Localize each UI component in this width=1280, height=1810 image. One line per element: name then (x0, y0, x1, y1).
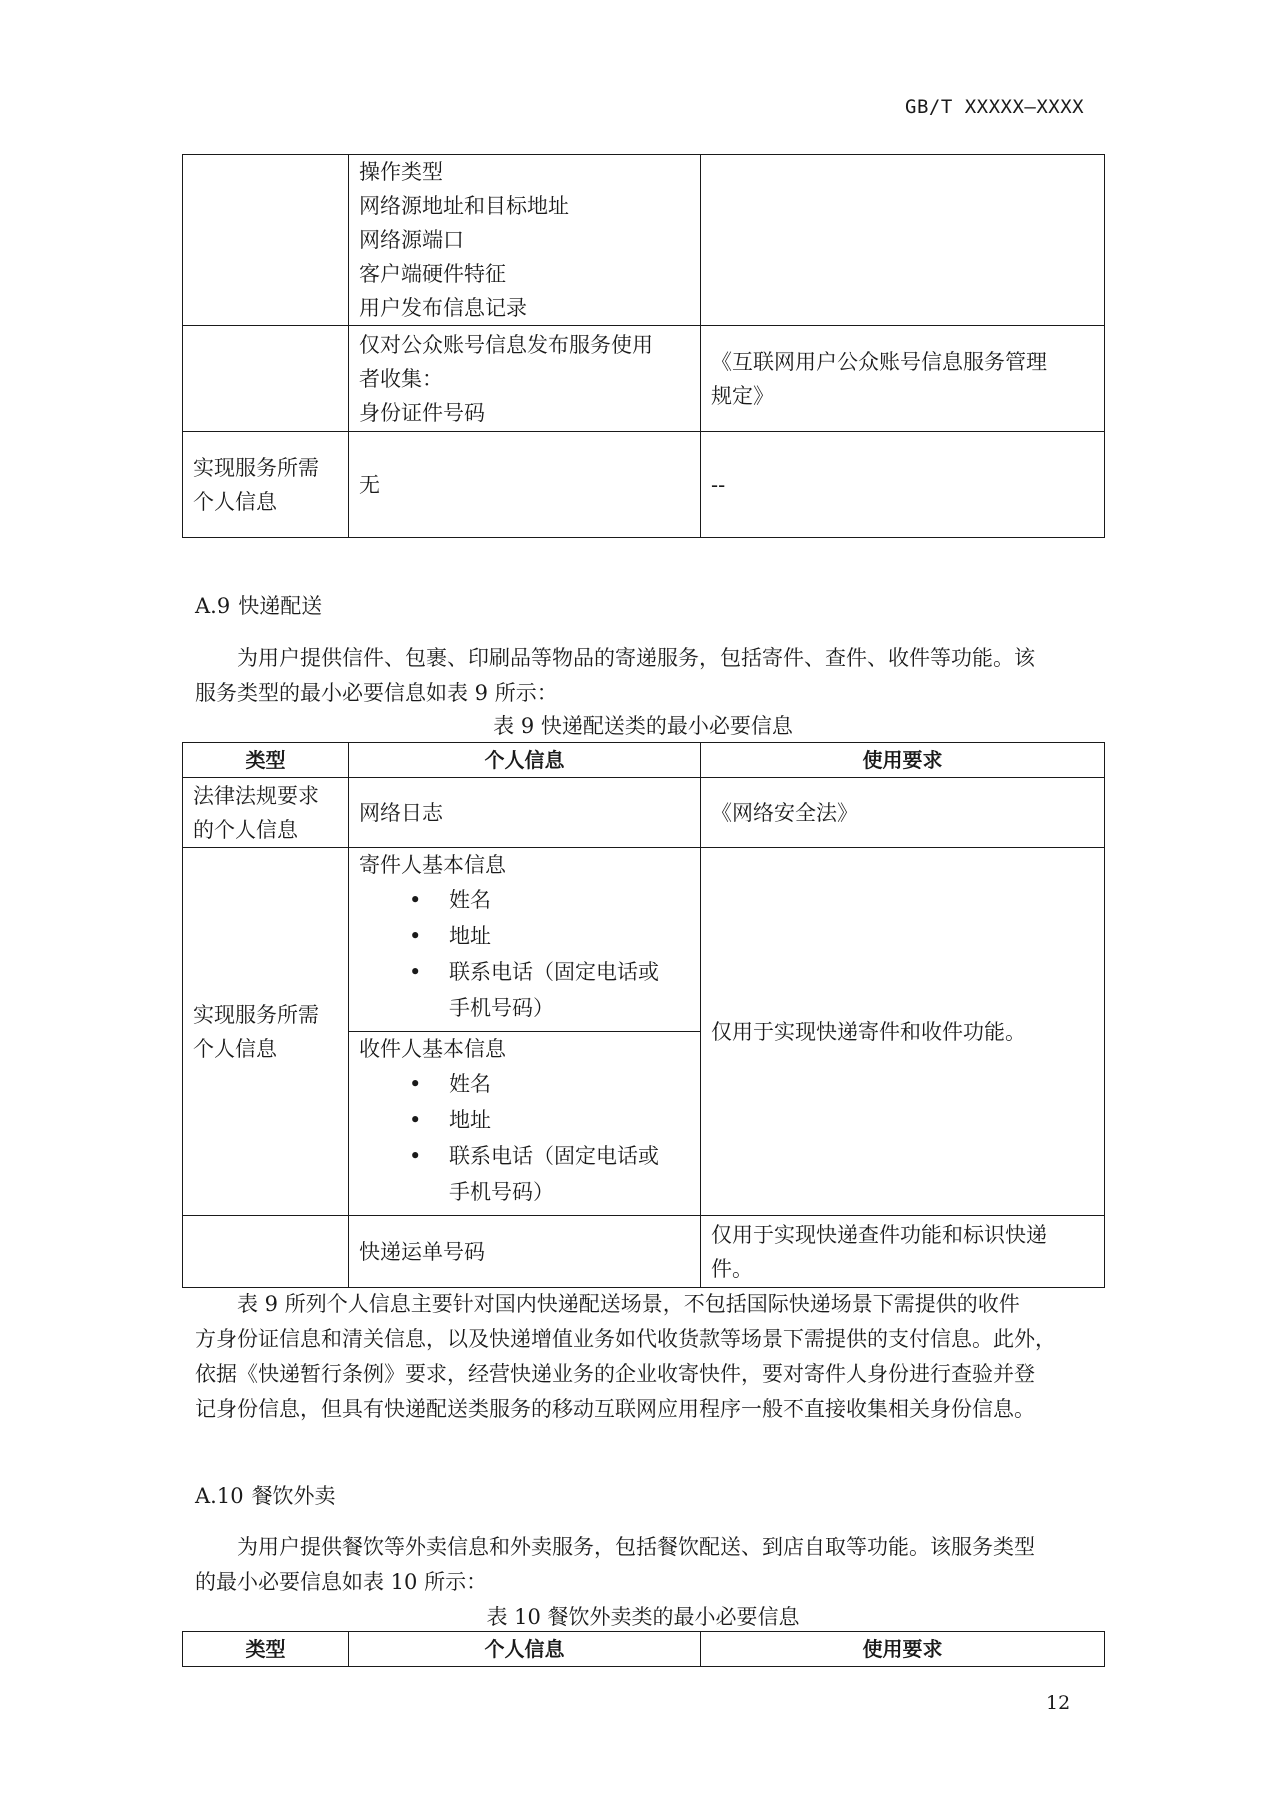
list-item: 操作类型 (359, 160, 443, 184)
cell-items (349, 326, 701, 432)
column-header: 个人信息 (349, 1632, 701, 1667)
text-line: 仅对公众账号信息发布服务使用 (359, 332, 653, 357)
text-line: 实现服务所需 (193, 455, 319, 480)
text-line: 表 9 所列个人信息主要针对国内快递配送场景，不包括国际快递场景下需提供的收件 (237, 1292, 1020, 1316)
text-line: 个人信息 (193, 1036, 277, 1061)
column-header: 类型 (183, 743, 349, 778)
list-item: 客户端硬件特征 (359, 262, 506, 286)
text-line: 实现服务所需 (193, 1002, 319, 1027)
cell-requirement (701, 155, 1105, 326)
table-row (183, 1216, 1105, 1288)
text-line: 件。 (711, 1256, 753, 1281)
text-line: 的最小必要信息如表 10 所示： (195, 1570, 488, 1594)
cell-requirement: -- (701, 432, 1105, 538)
table-row (183, 155, 1105, 326)
cell-requirement: 仅用于实现快递寄件和收件功能。 (701, 848, 1105, 1216)
section-number: A.9 (195, 594, 231, 618)
text-line: 个人信息 (193, 489, 277, 514)
text-line: 身份证件号码 (359, 400, 485, 425)
cell-type (183, 155, 349, 326)
cell-items: 快递运单号码 (349, 1216, 701, 1288)
cell-type (183, 432, 349, 538)
list-item: 网络源端口 (359, 228, 464, 252)
sender-title: 寄件人基本信息 (359, 853, 506, 877)
text-line: 《互联网用户公众账号信息服务管理 (711, 349, 1047, 374)
section-heading-a10 (195, 1480, 336, 1510)
cell-requirement (701, 326, 1105, 432)
text-line: 仅用于实现快递查件功能和标识快递 (711, 1222, 1047, 1247)
text-line: 为用户提供信件、包裹、印刷品等物品的寄递服务，包括寄件、查件、收件等功能。该 (237, 646, 1035, 670)
section-title: 快递配送 (238, 594, 323, 618)
cell-type (183, 1216, 349, 1288)
table-header-row (183, 743, 1105, 778)
list-item: • 地址 (359, 918, 690, 954)
section-title: 餐饮外卖 (251, 1484, 336, 1508)
table-continued (182, 154, 1105, 538)
cell-items: 无 (349, 432, 701, 538)
list-item: • 姓名 (359, 1066, 690, 1102)
column-header: 类型 (183, 1632, 349, 1667)
text-line: 规定》 (711, 383, 774, 408)
cell-items (349, 155, 701, 326)
cell-items: 网络日志 (349, 778, 701, 848)
table-10 (182, 1631, 1105, 1667)
table-note (195, 1287, 1095, 1427)
text-line: • 联系电话（固定电话或 (449, 960, 659, 984)
section-paragraph (195, 641, 1095, 711)
table-caption: 表 10 餐饮外卖类的最小必要信息 (486, 1605, 800, 1629)
text-line: • 联系电话（固定电话或 (449, 1144, 659, 1168)
text-line: 手机号码） (449, 1180, 554, 1204)
cell-requirement: 《网络安全法》 (701, 778, 1105, 848)
cell-sender-info (349, 848, 701, 1032)
table-row (183, 326, 1105, 432)
cell-type (183, 778, 349, 848)
text-line: 为用户提供餐饮等外卖信息和外卖服务，包括餐饮配送、到店自取等功能。该服务类型 (237, 1535, 1035, 1559)
column-header: 个人信息 (349, 743, 701, 778)
table-row (183, 848, 1105, 1032)
sender-list (359, 882, 690, 1026)
table-header-row (183, 1632, 1105, 1667)
receiver-list (359, 1066, 690, 1210)
list-item: 网络源地址和目标地址 (359, 194, 569, 218)
list-item (359, 1138, 690, 1210)
table-caption: 表 9 快递配送类的最小必要信息 (493, 714, 793, 738)
text-line: 的个人信息 (193, 817, 298, 842)
list-item: 用户发布信息记录 (359, 296, 527, 320)
cell-requirement (701, 1216, 1105, 1288)
text-line: 依据《快递暂行条例》要求，经营快递业务的企业收寄快件，要对寄件人身份进行查验并登 (195, 1362, 1035, 1386)
column-header: 使用要求 (701, 743, 1105, 778)
table-row (183, 778, 1105, 848)
list-item (359, 954, 690, 1026)
cell-receiver-info (349, 1032, 701, 1216)
section-heading-a9 (195, 590, 322, 620)
cell-type (183, 326, 349, 432)
column-header: 使用要求 (701, 1632, 1105, 1667)
table-9 (182, 742, 1105, 1288)
text-line: 法律法规要求 (193, 783, 319, 808)
text-line: 手机号码） (449, 996, 554, 1020)
page-number: 12 (1046, 1692, 1071, 1714)
section-number: A.10 (195, 1484, 244, 1508)
standard-code: GB/T XXXXX—XXXX (905, 96, 1085, 118)
receiver-title: 收件人基本信息 (359, 1037, 506, 1061)
text-line: 记身份信息，但具有快递配送类服务的移动互联网应用程序一般不直接收集相关身份信息。 (195, 1397, 1035, 1421)
text-line: 者收集： (359, 366, 443, 391)
text-line: 方身份证信息和清关信息，以及快递增值业务如代收货款等场景下需提供的支付信息。此外， (195, 1327, 1056, 1351)
cell-type (183, 848, 349, 1216)
section-paragraph (195, 1530, 1095, 1600)
list-item: • 地址 (359, 1102, 690, 1138)
table-row (183, 432, 1105, 538)
list-item: • 姓名 (359, 882, 690, 918)
text-line: 服务类型的最小必要信息如表 9 所示： (195, 681, 558, 705)
